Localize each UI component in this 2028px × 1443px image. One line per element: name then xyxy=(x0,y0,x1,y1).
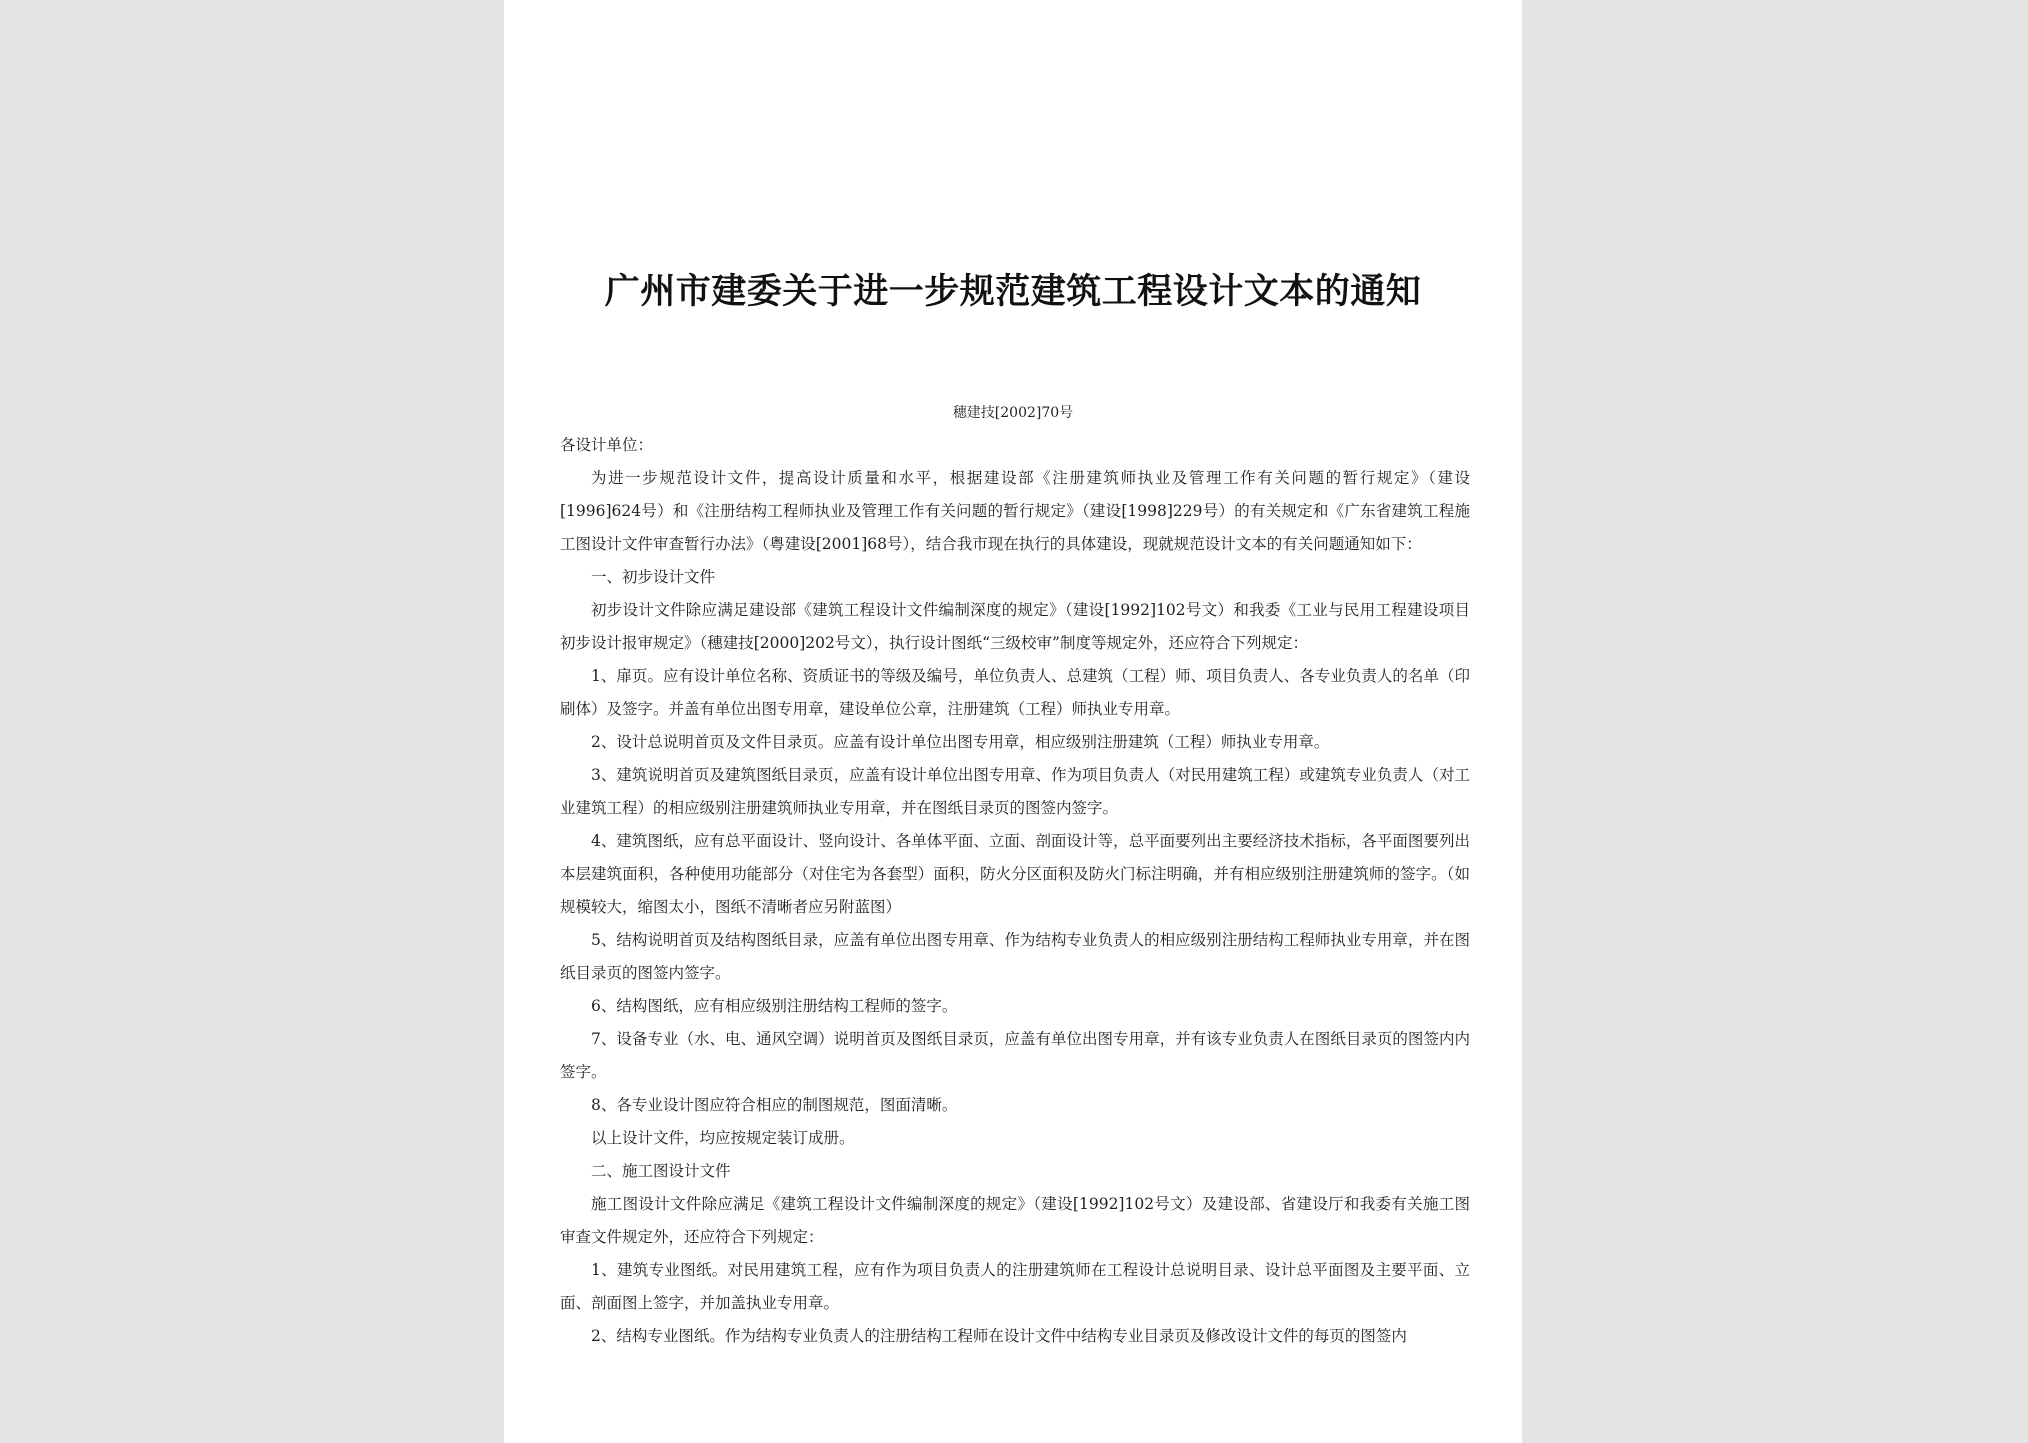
document-number: 穗建技[2002]70号 xyxy=(952,405,1074,421)
list-item-architectural-drawings: 4、建筑图纸，应有总平面设计、竖向设计、各单体平面、立面、剖面设计等，总平面要列出主要经济技术指标，各平面图要列出本层建筑面积，各种使用功能部分（对住宅为各套型）面积，防火分区面积及防火门标注明确，并有相应级别注册建筑师的签字。（如规模较大，缩图太小，图纸不清晰者应另附蓝图） xyxy=(560,832,1470,916)
document-page xyxy=(504,0,1522,1443)
document-body xyxy=(560,429,1470,1353)
section-heading-construction-drawings: 二、施工图设计文件 xyxy=(591,1162,731,1180)
list-item-architectural-specialty: 1、建筑专业图纸。对民用建筑工程，应有作为项目负责人的注册建筑师在工程设计总说明目录、设计总平面图及主要平面、立面、剖面图上签字，并加盖执业专用章。 xyxy=(560,1261,1470,1312)
paragraph-binding-note: 以上设计文件，均应按规定装订成册。 xyxy=(591,1129,855,1147)
list-item-architectural-notes: 3、建筑说明首页及建筑图纸目录页，应盖有设计单位出图专用章、作为项目负责人（对民用建筑工程）或建筑专业负责人（对工业建筑工程）的相应级别注册建筑师执业专用章，并在图纸目录页的图签内签字。 xyxy=(560,766,1470,817)
document-title: 广州市建委关于进一步规范建筑工程设计文本的通知 xyxy=(604,271,1422,312)
list-item-general-notes: 2、设计总说明首页及文件目录页。应盖有设计单位出图专用章，相应级别注册建筑（工程）师执业专用章。 xyxy=(591,733,1330,751)
list-item-structural-drawings: 6、结构图纸，应有相应级别注册结构工程师的签字。 xyxy=(591,997,958,1015)
paragraph-construction-requirements: 施工图设计文件除应满足《建筑工程设计文件编制深度的规定》（建设[1992]102号文）及建设部、省建设厅和我委有关施工图审查文件规定外，还应符合下列规定： xyxy=(560,1195,1470,1246)
section-heading-preliminary-design: 一、初步设计文件 xyxy=(591,568,716,586)
salutation: 各设计单位： xyxy=(560,436,654,454)
list-item-structural-specialty: 2、结构专业图纸。作为结构专业负责人的注册结构工程师在设计文件中结构专业目录页及修改设计文件的每页的图签内 xyxy=(591,1327,1407,1345)
list-item-drawing-standards: 8、各专业设计图应符合相应的制图规范，图面清晰。 xyxy=(591,1096,958,1114)
paragraph-preliminary-requirements: 初步设计文件除应满足建设部《建筑工程设计文件编制深度的规定》（建设[1992]102号文）和我委《工业与民用工程建设项目初步设计报审规定》（穗建技[2000]202号文），执行设计图纸“三级校审”制度等规定外，还应符合下列规定： xyxy=(560,601,1470,652)
list-item-structural-notes: 5、结构说明首页及结构图纸目录，应盖有单位出图专用章、作为结构专业负责人的相应级别注册结构工程师执业专用章，并在图纸目录页的图签内签字。 xyxy=(560,931,1470,982)
list-item-title-page: 1、扉页。应有设计单位名称、资质证书的等级及编号，单位负责人、总建筑（工程）师、项目负责人、各专业负责人的名单（印刷体）及签字。并盖有单位出图专用章，建设单位公章，注册建筑（工程）师执业专用章。 xyxy=(560,667,1470,718)
list-item-mep-notes: 7、设备专业（水、电、通风空调）说明首页及图纸目录页，应盖有单位出图专用章，并有该专业负责人在图纸目录页的图签内内签字。 xyxy=(560,1030,1470,1081)
paragraph-intro: 为进一步规范设计文件，提高设计质量和水平，根据建设部《注册建筑师执业及管理工作有关问题的暂行规定》（建设[1996]624号）和《注册结构工程师执业及管理工作有关问题的暂行规定》（建设[1998]229号）的有关规定和《广东省建筑工程施工图设计文件审查暂行办法》（粤建设[2001]68号），结合我市现在执行的具体建设，现就规范设计文本的有关问题通知如下： xyxy=(560,469,1470,553)
